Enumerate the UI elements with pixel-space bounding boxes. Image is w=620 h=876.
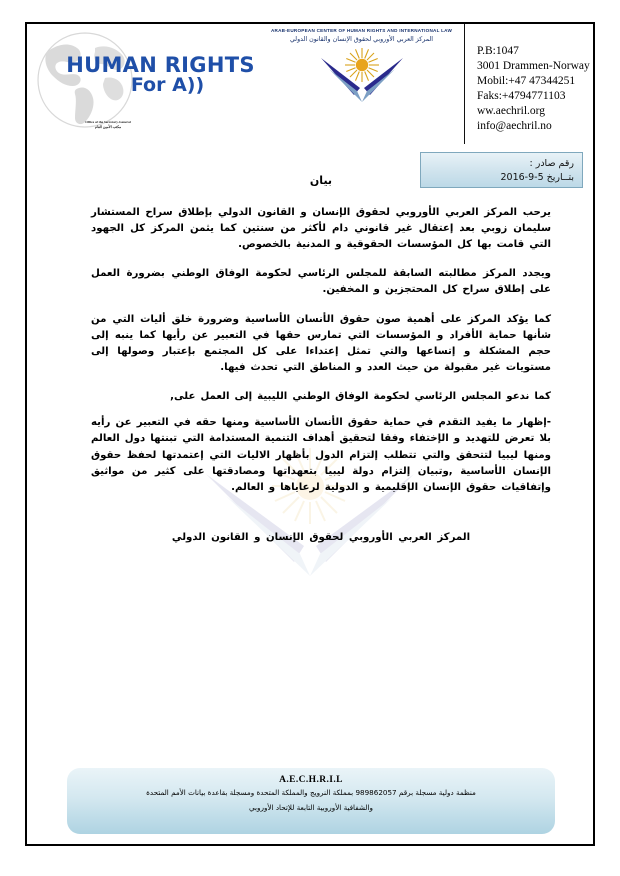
logo-line-1: HUMAN RIGHTS	[66, 53, 255, 77]
logo-line-2: For A))	[130, 74, 205, 97]
center-emblem-block	[259, 28, 464, 114]
contact-email: info@aechril.no	[477, 119, 552, 132]
document-page	[25, 22, 595, 846]
contact-address: 3001 Drammen-Norway	[477, 59, 590, 72]
sun-rays-icon	[345, 48, 379, 82]
footer-acronym: A.E.C.H.R.I.L	[279, 775, 343, 785]
body-paragraph: يرحب المركز العربي الأوروبي لحقوق الإنسان و القانون الدولي بإطلاق سراح المستشار سليمان زوبي بعد إعتقال غير قانوني دام لأكثر من سنتين كما يثمن المركز كل الجهود التي قامت بها كل المؤسسات الحقوقية و المدنية بالخصوص.	[91, 207, 551, 251]
org-name-en: ARAB-EUROPEAN CENTER OF HUMAN RIGHTS AND INTERNATIONAL LAW	[270, 28, 453, 33]
body-paragraph: كما يؤكد المركز على أهمية صون حقوق الأنسان الأساسية وضرورة خلق أليات التي من شأنها حماية الأفراد و المؤسسات التي تمارس حقها في التعبير عن رأيها كما ينبه إلى حجم المشكلة و إتساعها والتي تمثل إعتداءا على كل المجتمع بإعتبار وصولها إلى مستويات غير مقبولة من حيث العدد و المناطق التي تحدث فيها.	[91, 313, 551, 373]
body-paragraph: ويجدد المركز مطالبته السابقة للمجلس الرئاسي لحكومة الوفاق الوطني بضرورة العمل على إطلاق سراح كل المحتجزين و المخفين.	[91, 268, 551, 296]
signature-line: المركز العربي الأوروبي لحقوق الإنسان و القانون الدولي	[171, 531, 471, 543]
reference-date-label: بتــاريخ 5-9-2016	[500, 171, 574, 183]
logo-subtitle	[43, 120, 173, 131]
footer-line-1: منظمة دولية مسجلة برقم 989862057 بمملكة النرويج والمملكة المتحدة ومسجلة بقاعدة بيانات الأمم المتحدة	[146, 788, 476, 797]
document-footer	[67, 768, 555, 834]
body-paragraph-bullet: -إظهار ما يفيد التقدم في حماية حقوق الأنسان الأساسية ومنها حقه في التعبير عن رأيه بلا تعرض للتهديد و الإختفاء وفقا لتحقيق أهداف التنمية المستدامة التي تبنتها دول العالم ومنها ليبيا لتتحقق والتي تتطلب إلتزام الدول بأظهار الاليات التي إعتمدتها لحفظ حقوق الإنسان الأساسية ,وتبيان إلتزام دولة ليبيا بتعهداتها ومصادقتها على كثير من مواثيق وإتفاقيات حقوق الإنسان الإقليمية و الدولية لرعاياها و العالم.	[91, 417, 551, 493]
sun-wings-emblem-icon	[307, 45, 417, 109]
footer-line-2: والشفافية الأوروبية التابعة للإتحاد الأوروبي	[249, 802, 373, 812]
contact-pobox: P.B:1047	[477, 45, 519, 57]
body-paragraph: كما ندعو المجلس الرئاسي لحكومة الوفاق الوطني الليبية إلى العمل على,	[170, 390, 551, 402]
contact-mobile: Mobil:+47 47344251	[477, 74, 576, 87]
letterhead	[27, 24, 593, 144]
logo-subtitle-ar: مكتب الأمين العام	[94, 125, 122, 130]
logo-wordmark	[63, 54, 258, 96]
contact-website: ww.aechril.org	[477, 104, 546, 117]
page-title: بيان	[309, 174, 333, 187]
logo-subtitle-en: Office of the Secretary-General	[85, 120, 131, 124]
header-vertical-divider	[464, 24, 465, 144]
wing-left-steel	[329, 69, 362, 102]
contact-info	[477, 44, 620, 134]
org-name-ar: المركز العربي الأوروبي لحقوق الإنسان والقانون الدولي	[289, 36, 434, 43]
reference-number-label: رقم صادر :	[529, 158, 574, 169]
organization-logo	[33, 28, 258, 144]
document-body	[27, 174, 593, 543]
contact-fax: Faks:+4794771103	[477, 89, 566, 102]
wing-right-steel	[362, 69, 395, 102]
